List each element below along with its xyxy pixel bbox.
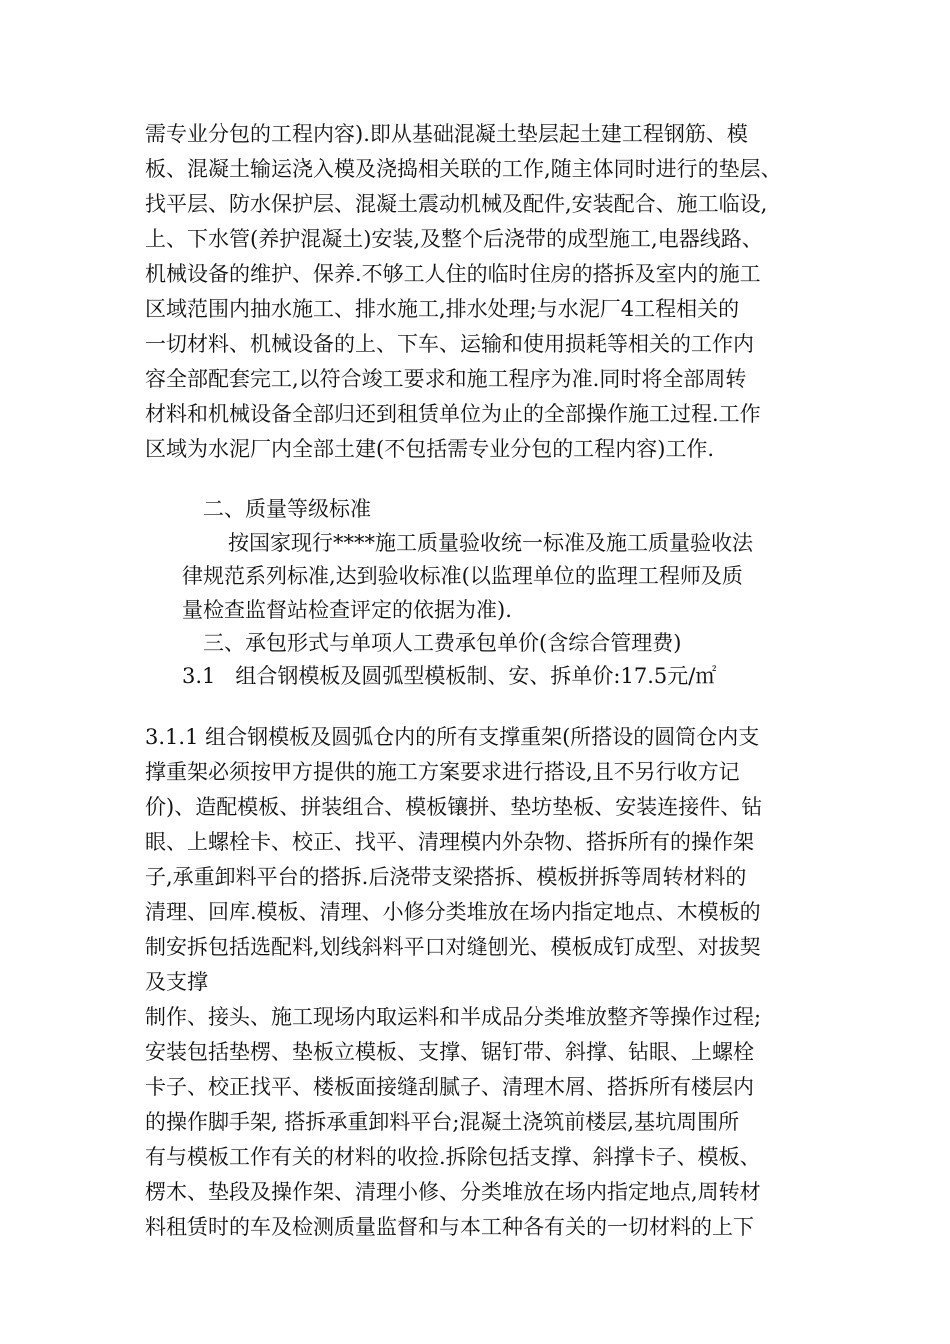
section-heading: 三、承包形式与单项人工费承包单价(含综合管理费) [203,631,682,655]
text-line: 区域范围内抽水施工、排水施工,排水处理;与水泥厂4工程相关的 [145,297,740,321]
text-line: 制安拆包括选配料,划线斜料平口对缝刨光、模板成钉成型、对拔契 [145,935,761,959]
section-heading: 二、质量等级标准 [203,497,371,521]
text-line: 清理、回库.模板、清理、小修分类堆放在场内指定地点、木模板的 [145,900,761,924]
text-line: 容全部配套完工,以符合竣工要求和施工程序为准.同时将全部周转 [145,367,747,391]
text-line: 的操作脚手架, 搭拆承重卸料平台;混凝土浇筑前楼层,基坑周围所 [145,1110,740,1134]
text-line: 有与模板工作有关的材料的收捡.拆除包括支撑、斜撑卡子、模板、 [145,1145,761,1169]
text-line: 眼、上螺栓卡、校正、找平、清理模内外杂物、搭拆所有的操作架 [145,830,754,854]
text-line: 按国家现行****施工质量验收统一标准及施工质量验收法 [228,531,753,555]
text-line: 板、混凝土输运浇入模及浇捣相关联的工作,随主体同时进行的垫层、 [145,157,782,181]
text-line: 制作、接头、施工现场内取运料和半成品分类堆放整齐等操作过程; [145,1005,762,1029]
text-line: 一切材料、机械设备的上、下车、运输和使用损耗等相关的工作内 [145,332,754,356]
text-line: 需专业分包的工程内容).即从基础混凝土垫层起土建工程钢筋、模 [145,122,748,146]
text-line: 及支撑 [145,970,208,994]
text-line: 量检查监督站检查评定的依据为准). [182,598,512,622]
text-line: 安装包括垫楞、垫板立模板、支撑、锯钉带、斜撑、钻眼、上螺栓 [145,1040,754,1064]
text-line: 区域为水泥厂内全部土建(不包括需专业分包的工程内容)工作. [145,437,715,461]
text-line: 机械设备的维护、保养.不够工人住的临时住房的搭拆及室内的施工 [145,262,761,286]
text-line: 料租赁时的车及检测质量监督和与本工种各有关的一切材料的上下 [145,1215,754,1239]
item-3-1: 3.1 组合钢模板及圆弧型模板制、安、拆单价:17.5元/㎡ [182,664,717,688]
text-line: 找平层、防水保护层、混凝土震动机械及配件,安装配合、施工临设, [145,192,768,216]
text-line: 楞木、垫段及操作架、清理小修、分类堆放在场内指定地点,周转材 [145,1180,761,1204]
text-line: 律规范系列标准,达到验收标准(以监理单位的监理工程师及质 [182,564,743,588]
text-line: 3.1.1 组合钢模板及圆弧仓内的所有支撑重架(所搭设的圆筒仓内支 [145,725,760,749]
text-line: 卡子、校正找平、楼板面接缝刮腻子、清理木屑、搭拆所有楼层内 [145,1075,754,1099]
text-line: 材料和机械设备全部归还到租赁单位为止的全部操作施工过程.工作 [145,402,761,426]
text-line: 撑重架必须按甲方提供的施工方案要求进行搭设,且不另行收方记 [145,760,740,784]
text-line: 价)、造配模板、拼装组合、模板镶拼、垫坊垫板、安装连接件、钻 [145,795,763,819]
text-line: 上、下水管(养护混凝土)安装,及整个后浇带的成型施工,电器线路、 [145,227,763,251]
text-line: 子,承重卸料平台的搭拆.后浇带支梁搭拆、模板拼拆等周转材料的 [145,865,747,889]
